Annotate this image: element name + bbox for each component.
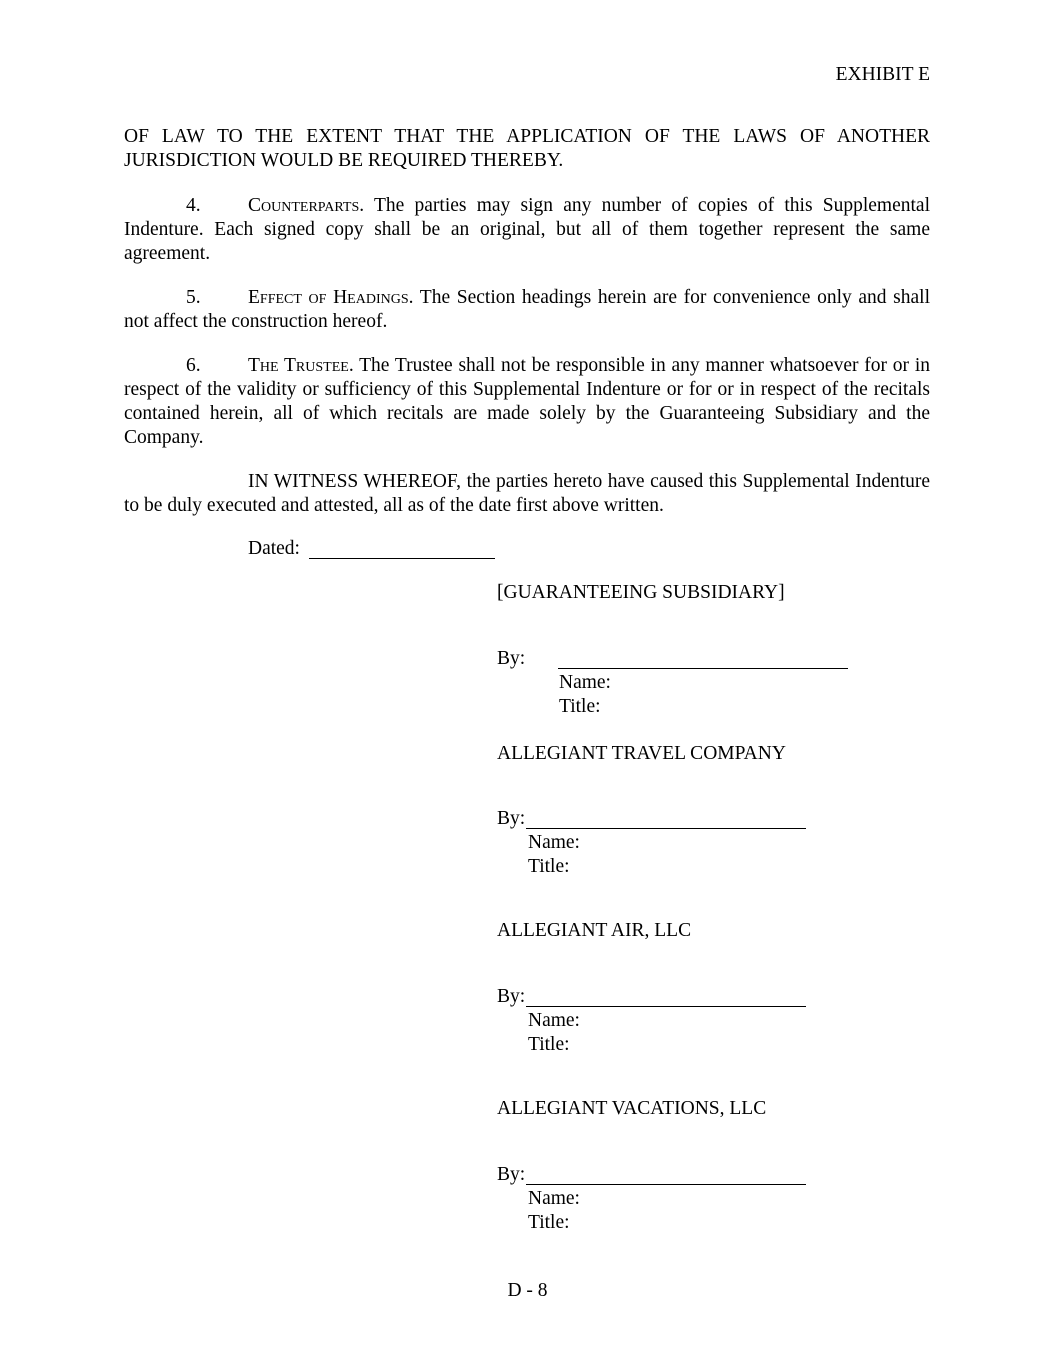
title-label: Title: [559, 696, 601, 717]
title-label: Title: [528, 1034, 570, 1055]
by-label: By: [497, 1164, 526, 1185]
by-label: By: [497, 808, 526, 829]
by-label: By: [497, 986, 526, 1007]
governing-law-paragraph: OF LAW TO THE EXTENT THAT THE APPLICATION OF THE LAWS OF ANOTHER JURISDICTION WOULD BE REQUIRED THEREBY. [124, 126, 930, 171]
section-number: 4. [186, 195, 201, 216]
signature-line [526, 1006, 806, 1007]
section-heading: The Trustee [248, 355, 349, 376]
section-number: 5. [186, 287, 201, 308]
witness-text: IN WITNESS WHEREOF, the parties hereto have caused this Supplemental Indenture to be duly executed and attested, all as of the date first above written. [124, 471, 930, 516]
signature-line [526, 828, 806, 829]
signature-entity: ALLEGIANT TRAVEL COMPANY [497, 743, 786, 764]
headings-paragraph: 5. Effect of Headings. The Section headings herein are for convenience only and shall not affect the construction hereof. [124, 287, 930, 332]
title-label: Title: [528, 856, 570, 877]
exhibit-label: EXHIBIT E [835, 64, 930, 85]
page-number: D - 8 [507, 1280, 548, 1301]
section-text: The parties may sign any number of copies of this Supplemental Indenture. Each signed copy shall be an original, but all of them together represent the same agreement. [124, 195, 930, 264]
section-text: The Section headings herein are for convenience only and shall not affect the construction hereof. [124, 287, 930, 332]
name-label: Name: [528, 1188, 580, 1209]
by-label: By: [497, 648, 526, 669]
trustee-paragraph: 6. The Trustee. The Trustee shall not be responsible in any manner whatsoever for or in respect of the validity or sufficiency of this Supplemental Indenture or for or in respect of the recitals contained herein, all of which recitals are made solely by the Guaranteeing Subsidiary and the Company. [124, 355, 930, 448]
witness-paragraph [124, 470, 930, 518]
dated-label: Dated: [248, 538, 300, 559]
signature-entity: ALLEGIANT VACATIONS, LLC [497, 1098, 767, 1119]
counterparts-paragraph: 4. Counterparts. The parties may sign any number of copies of this Supplemental Indenture. Each signed copy shall be an original, but all of them together represent the same agreement. [124, 195, 930, 264]
signature-line [558, 668, 848, 669]
name-label: Name: [559, 672, 611, 693]
signature-line [526, 1184, 806, 1185]
dated-signature-line [309, 558, 495, 559]
signature-entity: [GUARANTEEING SUBSIDIARY] [497, 582, 785, 603]
title-label: Title: [528, 1212, 570, 1233]
signature-entity: ALLEGIANT AIR, LLC [497, 920, 692, 941]
section-text: The Trustee shall not be responsible in any manner whatsoever for or in respect of the validity or sufficiency of this Supplemental Indenture or for or in respect of the recitals contained herein, all of which recitals are made solely by the Guaranteeing Subsidiary and the Company. [124, 355, 930, 448]
section-heading: Counterparts [248, 195, 360, 216]
section-heading: Effect of Headings [248, 287, 409, 308]
name-label: Name: [528, 832, 580, 853]
section-number: 6. [186, 355, 201, 376]
name-label: Name: [528, 1010, 580, 1031]
